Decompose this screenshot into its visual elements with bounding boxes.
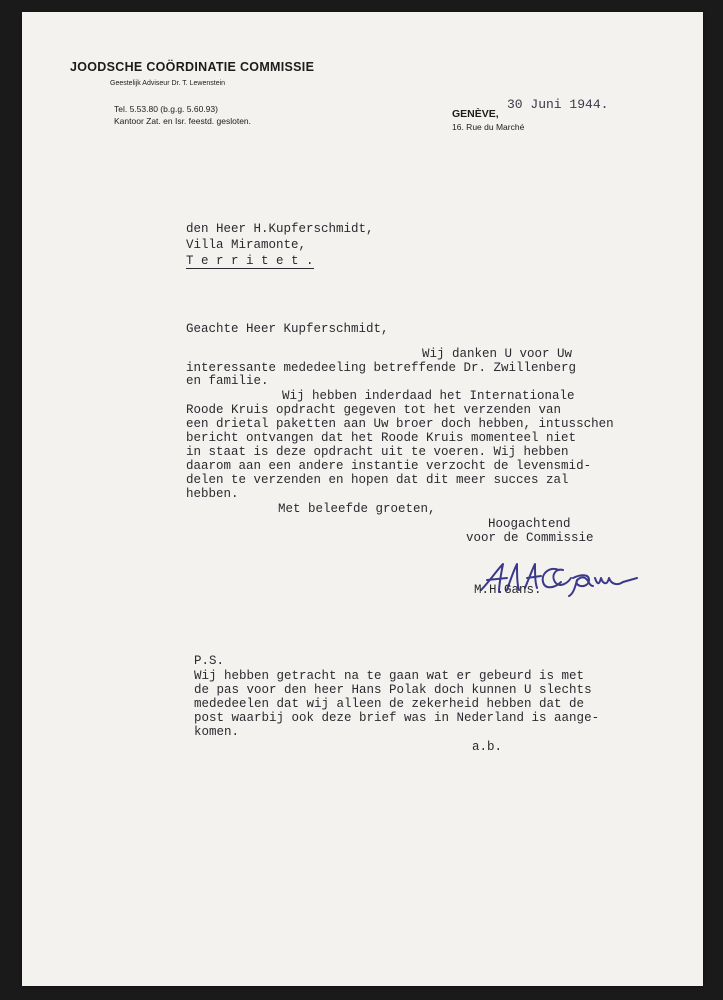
letter-page	[22, 12, 703, 986]
ps-line: mededeelen dat wij alleen de zekerheid hebben dat de	[194, 697, 585, 711]
salutation: Geachte Heer Kupferschmidt,	[186, 322, 389, 336]
street-line: 16. Rue du Marché	[452, 122, 525, 132]
body-line: daarom aan een andere instantie verzocht de levensmid-	[186, 459, 592, 473]
ps-initials: a.b.	[472, 740, 503, 754]
body-line: bericht ontvangen dat het Roode Kruis momenteel niet	[186, 431, 577, 445]
advisor-line: Geestelijk Adviseur Dr. T. Lewenstein	[110, 80, 226, 87]
office-hours-line: Kantoor Zat. en Isr. feestd. gesloten.	[114, 116, 252, 126]
ps-line: post waarbij ook deze brief was in Nederland is aange-	[194, 711, 600, 725]
ps-line: Wij hebben getracht na te gaan wat er gebeurd is met	[194, 669, 585, 683]
ps-label: P.S.	[194, 654, 225, 668]
city-line: GENÈVE,	[452, 108, 499, 120]
body-line: Wij hebben inderdaad het Internationale	[282, 389, 575, 403]
recipient-town: T e r r i t e t .	[186, 254, 314, 268]
on-behalf-line: voor de Commissie	[466, 531, 594, 545]
regards: Hoogachtend	[488, 517, 571, 531]
body-line: in staat is deze opdracht uit te voeren. Wij hebben	[186, 445, 569, 459]
body-line: en familie.	[186, 374, 269, 388]
body-line: delen te verzenden en hopen dat dit meer succes zal	[186, 473, 569, 487]
letter-date: 30 Juni 1944.	[507, 97, 609, 112]
signer-name: M.H.Gans.	[474, 583, 542, 597]
closing: Met beleefde groeten,	[278, 502, 436, 516]
body-line: interessante mededeeling betreffende Dr. Zwillenberg	[186, 361, 577, 375]
body-line: Wij danken U voor Uw	[422, 347, 573, 361]
telephone-line: Tel. 5.53.80 (b.g.g. 5.60.93)	[114, 104, 218, 114]
ps-line: de pas voor den heer Hans Polak doch kunnen U slechts	[194, 683, 592, 697]
body-line: hebben.	[186, 487, 239, 501]
organisation-name: JOODSCHE COÖRDINATIE COMMISSIE	[70, 60, 315, 74]
ps-line: komen.	[194, 725, 240, 739]
recipient-name: den Heer H.Kupferschmidt,	[186, 222, 374, 236]
recipient-address: Villa Miramonte,	[186, 238, 307, 252]
body-line: een drietal paketten aan Uw broer doch hebben, intusschen	[186, 417, 614, 431]
body-line: Roode Kruis opdracht gegeven tot het verzenden van	[186, 403, 562, 417]
